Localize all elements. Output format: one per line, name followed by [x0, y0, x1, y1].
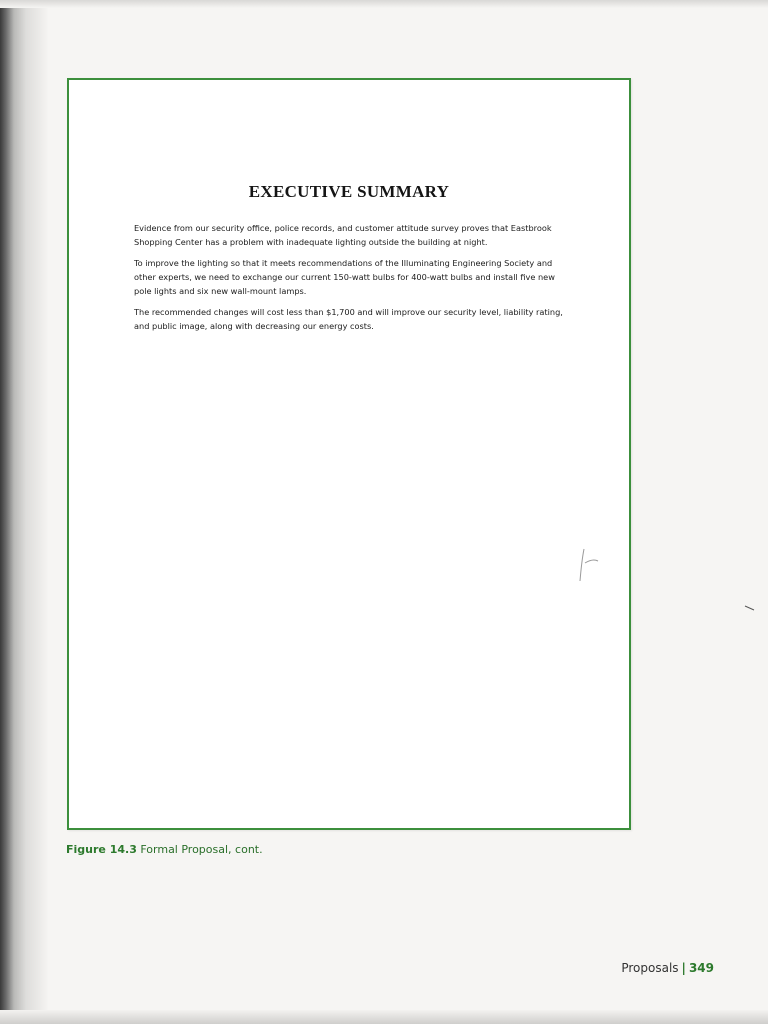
figure-caption-text: Formal Proposal, cont. [136, 843, 263, 856]
figure-frame [67, 78, 631, 830]
page-top-edge [0, 0, 768, 8]
executive-summary-title: EXECUTIVE SUMMARY [248, 182, 450, 201]
executive-summary-body [134, 221, 574, 340]
page-footer [621, 961, 714, 975]
book-binding-shadow [0, 0, 48, 1024]
figure-label: Figure 14.3 [66, 843, 137, 856]
footer-section-name: Proposals [621, 961, 679, 975]
summary-paragraph: To improve the lighting so that it meets recommendations of the Illuminating Engineering Society and other experts, we need to exchange our current 150-watt bulbs for 400-watt bulbs and install five new pole lights and six new wall-mount lamps. [134, 258, 555, 296]
figure-caption [66, 843, 263, 856]
footer-separator: | [681, 961, 686, 975]
summary-paragraph: The recommended changes will cost less than $1,700 and will improve our security level, liability rating, and public image, along with decreasing our energy costs. [134, 307, 563, 331]
page-bottom-edge [0, 1010, 768, 1024]
page-number: 349 [688, 961, 714, 975]
pen-mark-icon [578, 545, 602, 585]
summary-paragraph: Evidence from our security office, police records, and customer attitude survey proves that Eastbrook Shopping Center has a problem with inadequate lighting outside the building at night. [134, 223, 552, 247]
stray-dash-icon [744, 604, 756, 612]
